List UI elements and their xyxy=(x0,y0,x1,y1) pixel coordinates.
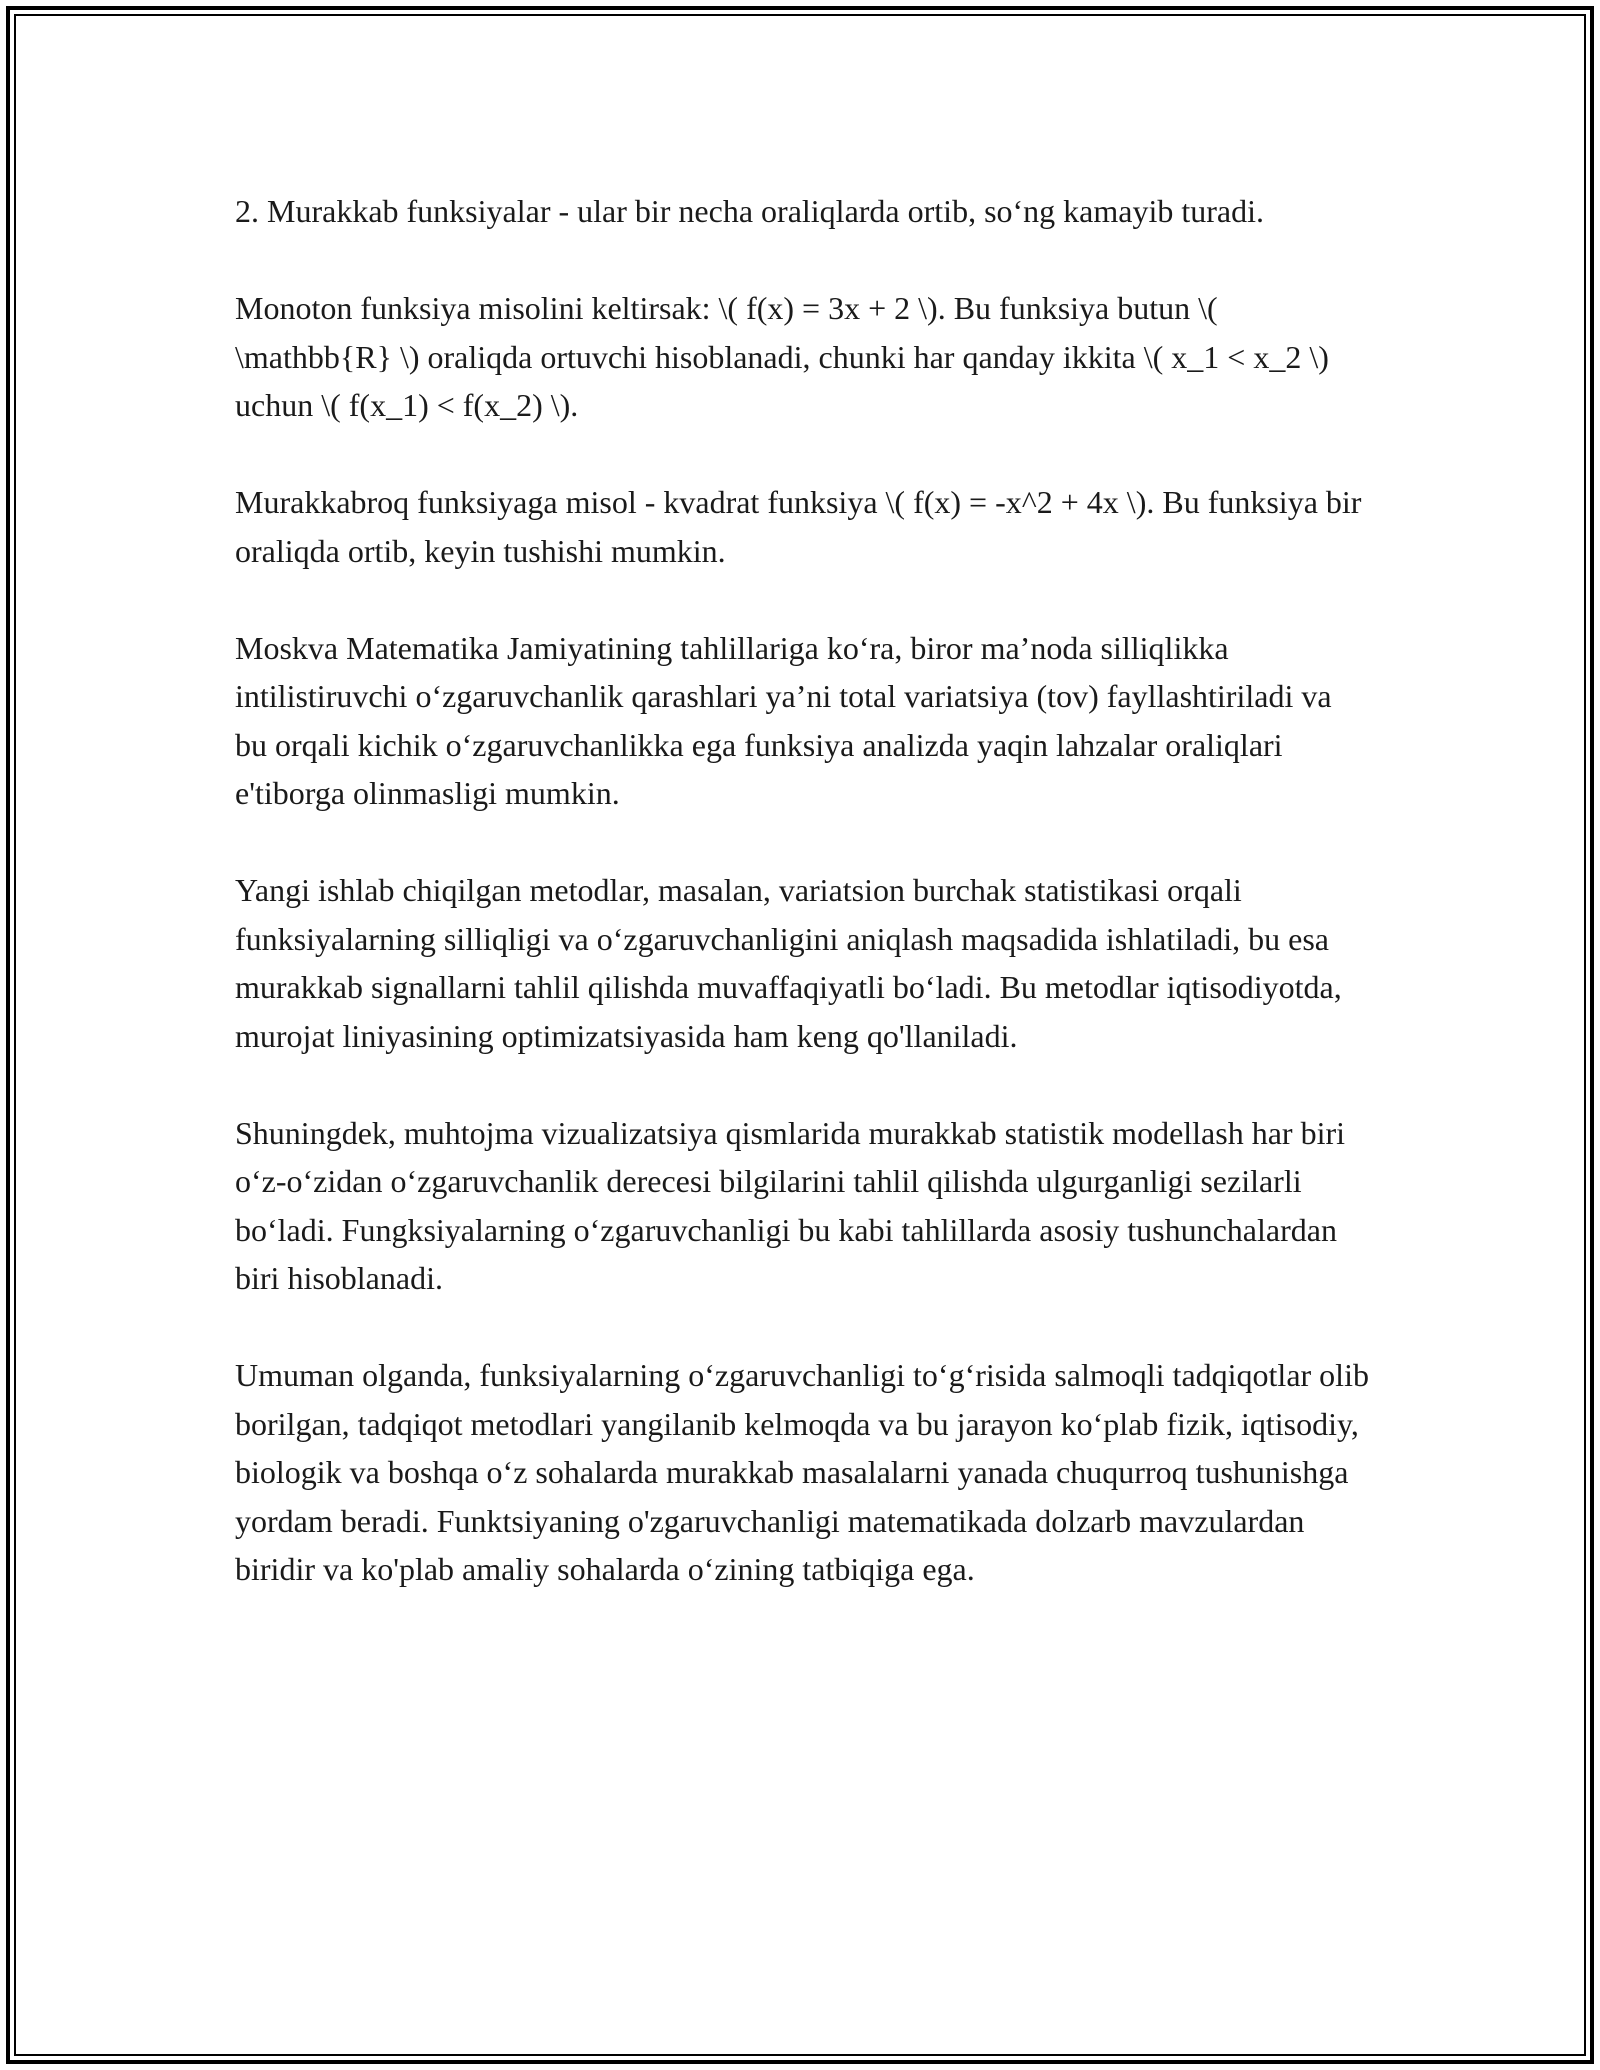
paragraph-1: 2. Murakkab funksiyalar - ular bir necha oraliqlarda ortib, so‘ng kamayib turadi. xyxy=(235,193,1264,229)
paragraph-6: Shuningdek, muhtojma vizualizatsiya qismlarida murakkab statistik modellash har biri o‘z-o‘zidan o‘zgaruvchanlik derecesi bilgilarini tahlil qilishda ulgurganligi sezilarli bo‘ladi. Fungksiyalarning o‘zgaruvchanligi bu kabi tahlillarda asosiy tushunchalardan biri hisoblanadi. xyxy=(235,1114,1345,1296)
paragraph-5: Yangi ishlab chiqilgan metodlar, masalan, variatsion burchak statistikasi orqali funksiyalarning silliqligi va o‘zgaruvchanligini aniqlash maqsadida ishlatiladi, bu esa murakkab signallarni tahlil qilishda muvaffaqiyatli bo‘ladi. Bu metodlar iqtisodiyotda, murojat liniyasining optimizatsiyasida ham keng qo'llaniladi. xyxy=(235,872,1342,1054)
paragraph-2: Monoton funksiya misolini keltirsak: \( f(x) = 3x + 2 \). Bu funksiya butun \( \mathbb{R} \) oraliqda ortuvchi hisoblanadi, chunki har qanday ikkita \( x_1 < x_2 \) uchun \( f(x_1) < f(x_2) \). xyxy=(235,290,1329,423)
paragraph-4: Moskva Matematika Jamiyatining tahlillariga ko‘ra, biror ma’noda silliqlikka intilistiruvchi o‘zgaruvchanlik qarashlari ya’ni total variatsiya (tov) fayllashtiriladi va bu orqali kichik o‘zgaruvchanlikka ega funksiya analizda yaqin lahzalar oraliqlari e'tiborga olinmasligi mumkin. xyxy=(235,629,1332,811)
document-body xyxy=(235,187,1370,1642)
paragraph-7: Umuman olganda, funksiyalarning o‘zgaruvchanligi to‘g‘risida salmoqli tadqiqotlar olib borilgan, tadqiqot metodlari yangilanib kelmoqda va bu jarayon ko‘plab fizik, iqtisodiy, biologik va boshqa o‘z sohalarda murakkab masalalarni yanada chuqurroq tushunishga yordam beradi. Funktsiyaning o'zgaruvchanligi matematikada dolzarb mavzulardan biridir va ko'plab amaliy sohalarda o‘zining tatbiqiga ega. xyxy=(235,1357,1369,1587)
paragraph-3: Murakkabroq funksiyaga misol - kvadrat funksiya \( f(x) = -x^2 + 4x \). Bu funksiya bir oraliqda ortib, keyin tushishi mumkin. xyxy=(235,484,1362,569)
